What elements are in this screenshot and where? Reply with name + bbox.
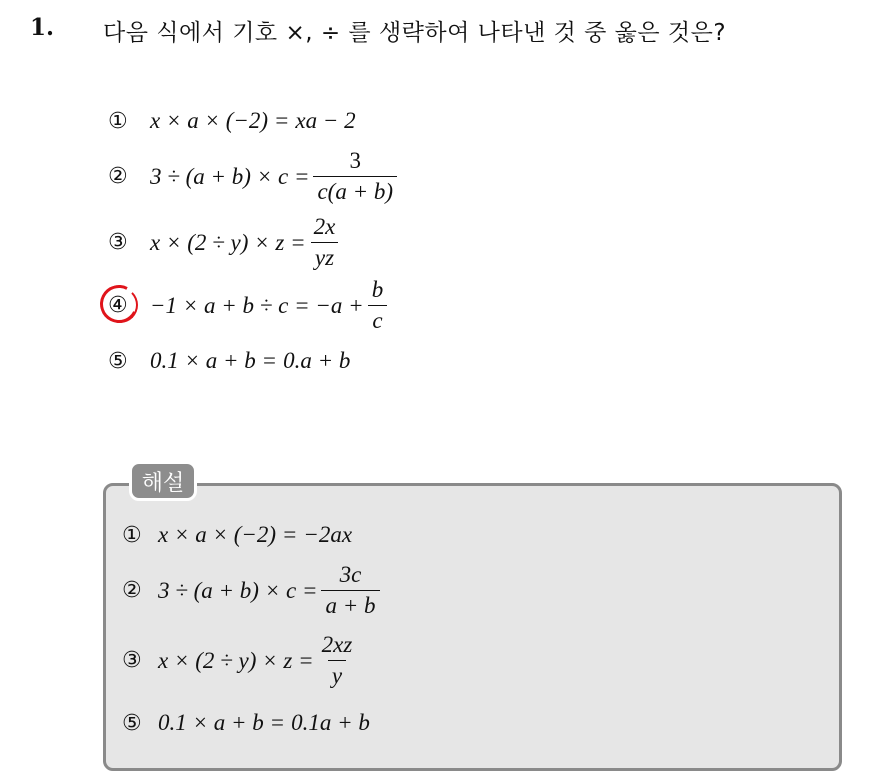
option-1-rhs: xa − 2 [295, 108, 356, 133]
solution-1-lhs: x × a × (−2) = [158, 522, 298, 547]
option-2[interactable] [108, 148, 401, 205]
option-4-number-text: ④ [108, 293, 128, 318]
option-1-lhs: x × a × (−2) = [150, 108, 290, 133]
solution-3-lhs: x × (2 ÷ y) × z = [158, 647, 314, 673]
question-number: 1. [30, 14, 55, 41]
option-5-rhs: 0.a + b [283, 348, 351, 373]
solution-2-lhs: 3 ÷ (a + b) × c = [158, 577, 318, 603]
solution-item-2 [122, 562, 384, 619]
solution-3-denominator: y [328, 660, 346, 689]
option-4[interactable] [108, 277, 391, 334]
question-text: 다음 식에서 기호 ×, ÷ 를 생략하여 나타낸 것 중 옳은 것은? [103, 20, 727, 46]
solution-2-numerator: 3c [339, 562, 362, 587]
option-5-number: ⑤ [108, 348, 128, 374]
solution-4-number: ⑤ [122, 710, 142, 736]
solution-4-lhs: 0.1 × a + b = [158, 710, 286, 735]
solution-2-fraction [321, 562, 379, 619]
option-2-number: ② [108, 164, 128, 189]
option-2-denominator: c(a + b) [313, 176, 397, 205]
solution-3-fraction [318, 632, 357, 689]
option-2-fraction [313, 148, 397, 205]
option-3-lhs: x × (2 ÷ y) × z = [150, 229, 306, 255]
option-3-number: ③ [108, 230, 128, 255]
option-4-number [108, 293, 150, 318]
solution-2-denominator: a + b [321, 590, 379, 619]
option-3-fraction [310, 214, 340, 271]
solution-label: 해설 [129, 461, 197, 501]
option-4-denominator: c [368, 305, 386, 334]
option-3[interactable] [108, 214, 343, 271]
option-3-denominator: yz [311, 242, 338, 271]
solution-item-3 [122, 632, 360, 689]
option-1[interactable] [108, 108, 356, 134]
option-3-numerator: 2x [313, 214, 336, 239]
option-4-fraction [368, 277, 388, 334]
solution-3-number: ③ [122, 648, 142, 673]
option-1-number: ① [108, 108, 128, 134]
solution-4-rhs: 0.1a + b [291, 710, 370, 735]
solution-item-1 [122, 522, 352, 548]
option-4-lhs: −1 × a + b ÷ c = −a + [150, 292, 364, 318]
option-5[interactable] [108, 348, 350, 374]
option-5-lhs: 0.1 × a + b = [150, 348, 278, 373]
option-2-lhs: 3 ÷ (a + b) × c = [150, 163, 310, 189]
option-2-numerator: 3 [349, 148, 361, 173]
solution-item-4 [122, 710, 370, 736]
solution-1-number: ① [122, 522, 142, 548]
option-4-numerator: b [371, 277, 384, 302]
solution-2-number: ② [122, 578, 142, 603]
answer-circle-mark-inner [102, 287, 138, 323]
solution-1-rhs: −2ax [303, 522, 353, 547]
solution-3-numerator: 2xz [321, 632, 353, 657]
